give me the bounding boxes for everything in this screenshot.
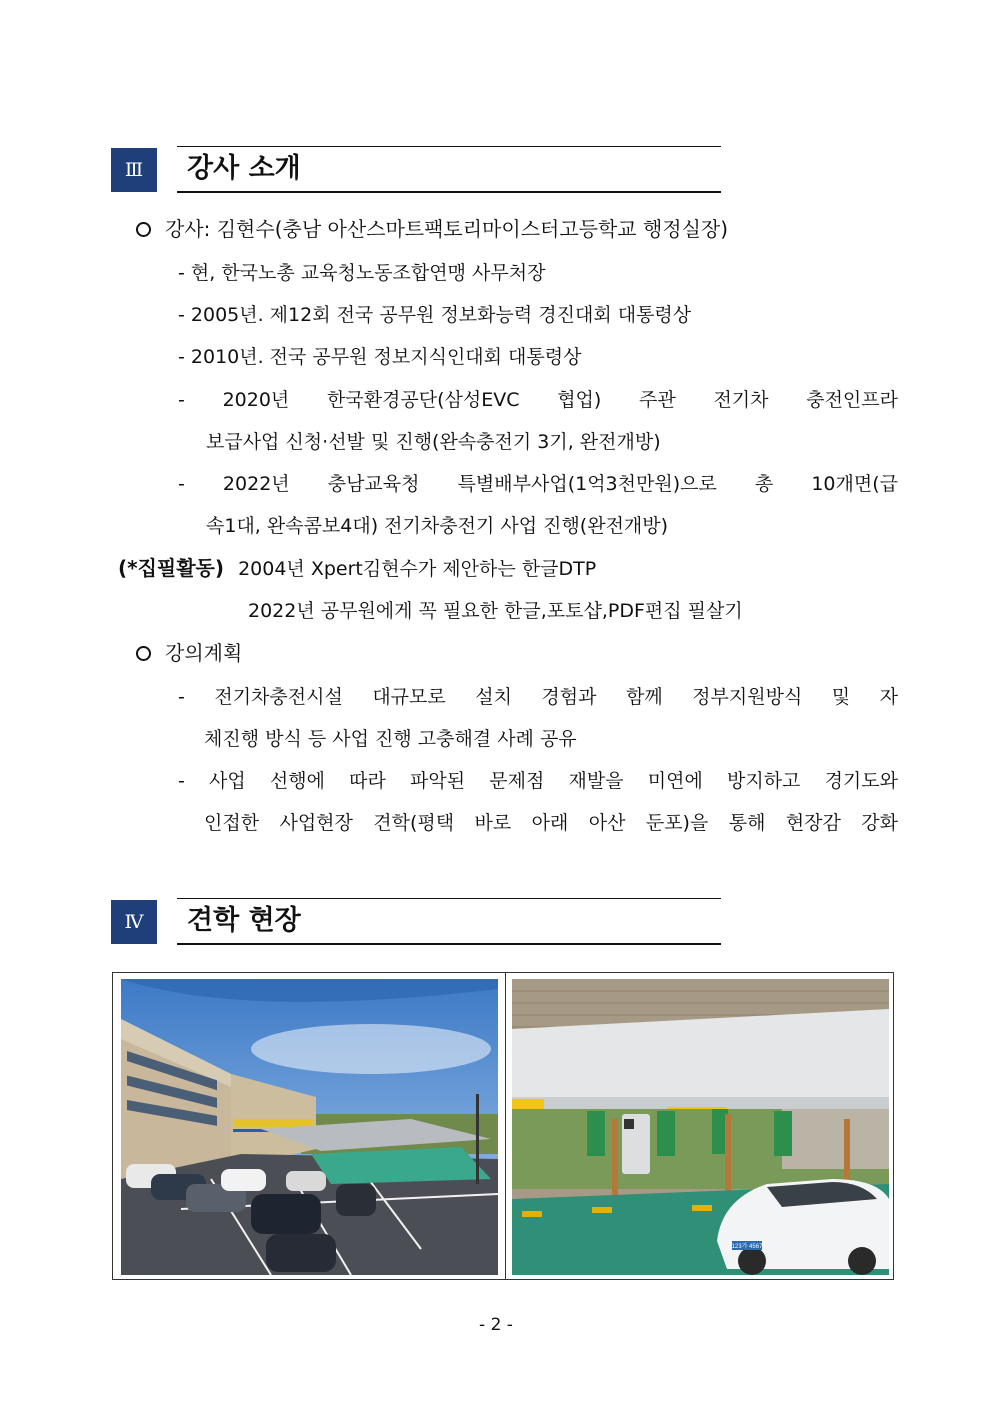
instructor-item-continued: 보급사업 신청·선발 및 진행(완속충전기 3기, 완전개방): [206, 431, 661, 453]
section-3-header: [111, 146, 721, 194]
plan-heading: 강의계획: [165, 641, 243, 665]
instructor-heading: 강사: 김현수(충남 아산스마트팩토리마이스터고등학교 행정실장): [165, 217, 729, 241]
instructor-item: - 2010년. 전국 공무원 정보지식인대회 대통령상: [178, 346, 582, 368]
plan-item-continued: 인접한 사업현장 견학(평택 바로 아래 아산 둔포)을 통해 현장감 강화: [204, 812, 898, 834]
plan-item: - 사업 선행에 따라 파악된 문제점 재발을 미연에 방지하고 경기도와: [178, 770, 898, 792]
page-number: - 2 -: [479, 1315, 513, 1335]
bullet-circle-icon: [136, 646, 151, 661]
photo-table: [112, 972, 894, 1280]
plan-item: - 전기차충전시설 대규모로 설치 경험과 함께 정부지원방식 및 자: [178, 686, 898, 708]
section-title: 강사 소개: [177, 146, 721, 193]
instructor-heading-row: [136, 216, 728, 242]
instructor-item: - 2020년 한국환경공단(삼성EVC 협업) 주관 전기차 충전인프라: [178, 389, 898, 411]
photo-divider: [505, 973, 506, 1279]
section-number: Ⅲ: [111, 148, 157, 192]
writing-label: (*집필활동): [118, 556, 225, 580]
writing-row: [118, 555, 596, 582]
instructor-item-continued: 속1대, 완속콤보4대) 전기차충전기 사업 진행(완전개방): [206, 515, 669, 537]
charging-station-photo: [512, 979, 889, 1275]
section-title: 견학 현장: [177, 898, 721, 945]
writing-item: 2004년 Xpert김현수가 제안하는 한글DTP: [238, 558, 597, 580]
instructor-item: - 2022년 충남교육청 특별배부사업(1억3천만원)으로 총 10개면(급: [178, 473, 898, 495]
plan-item-continued: 체진행 방식 등 사업 진행 고충해결 사례 공유: [204, 728, 577, 750]
license-plate-text: 123가 4567: [731, 1244, 763, 1250]
bullet-circle-icon: [136, 222, 151, 237]
section-4-header: [111, 898, 721, 946]
parking-lot-photo: [121, 979, 498, 1275]
plan-heading-row: [136, 640, 242, 666]
writing-item: 2022년 공무원에게 꼭 필요한 한글,포토샵,PDF편집 필살기: [248, 600, 743, 622]
instructor-item: - 2005년. 제12회 전국 공무원 정보화능력 경진대회 대통령상: [178, 304, 692, 326]
section-number: Ⅳ: [111, 900, 157, 944]
instructor-item: - 현, 한국노총 교육청노동조합연맹 사무처장: [178, 262, 546, 284]
